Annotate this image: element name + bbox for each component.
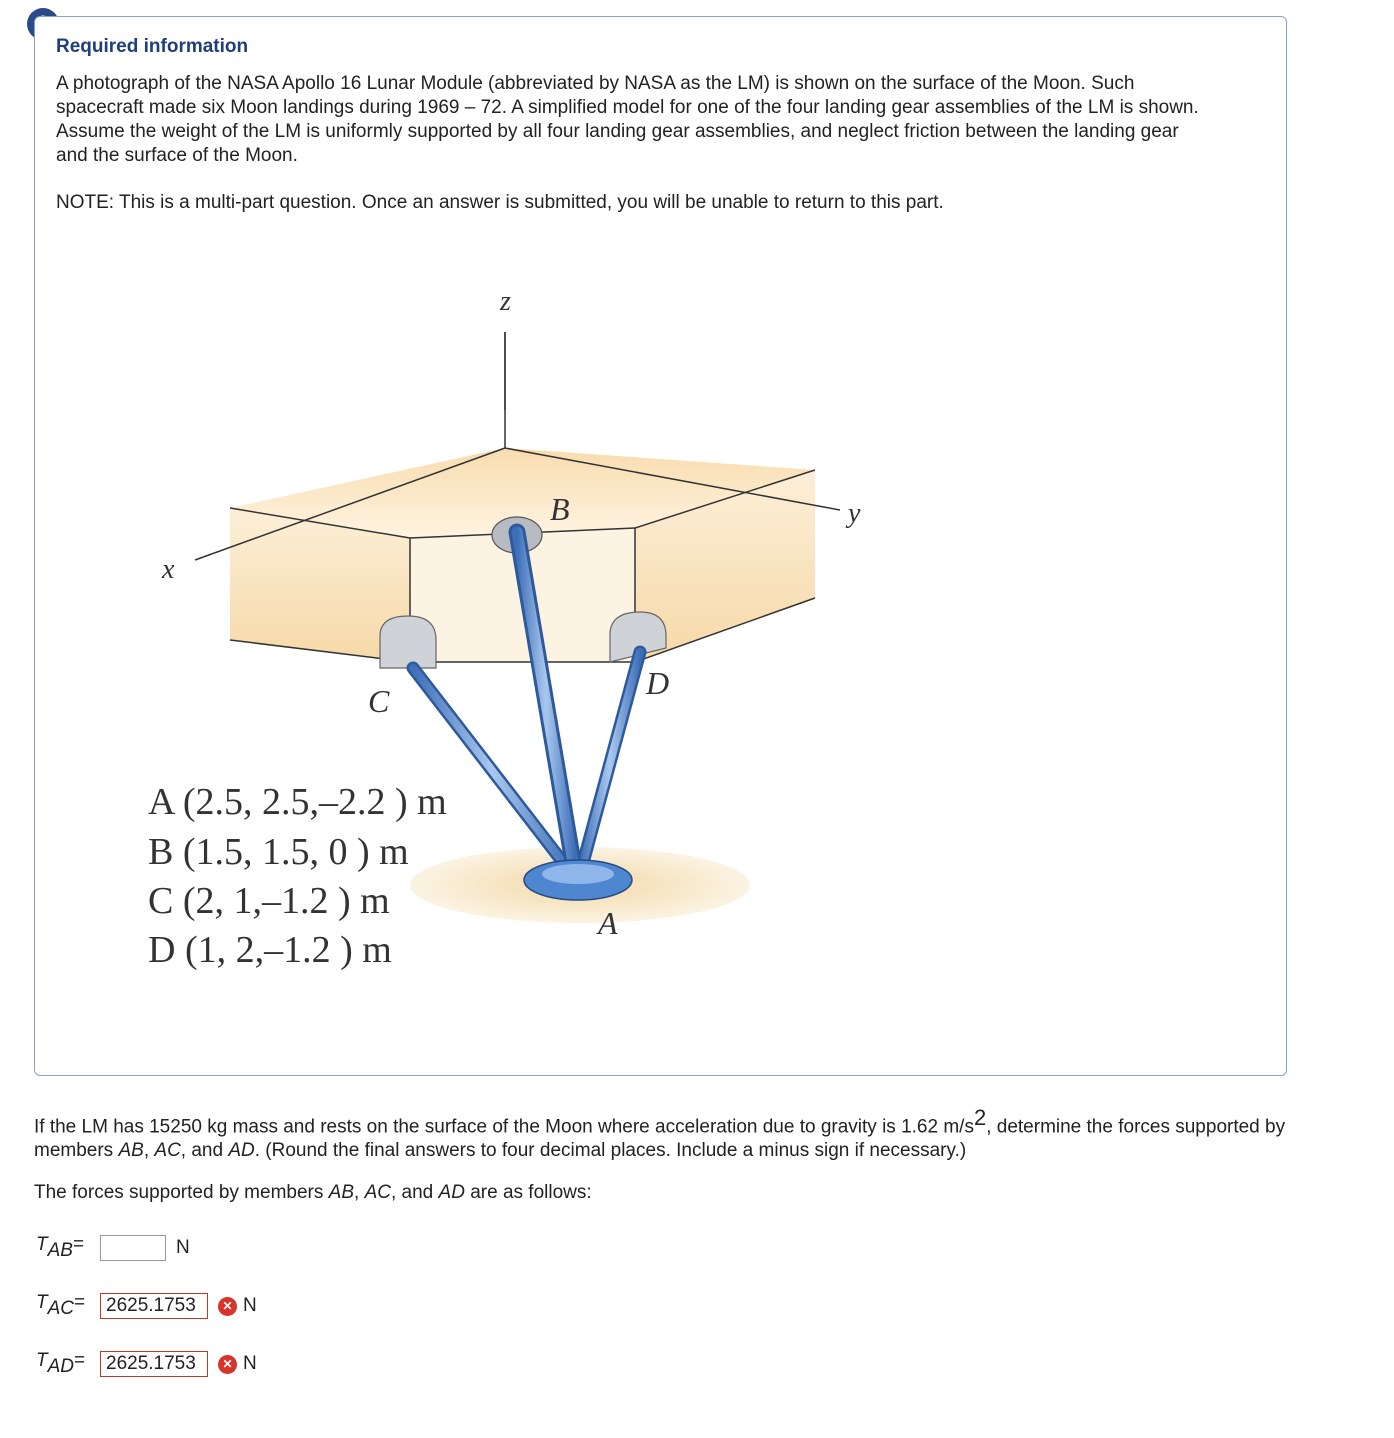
tad-label: $T_{AD}=$ [36, 1350, 86, 1377]
incorrect-icon: ✕ [218, 1297, 237, 1316]
incorrect-icon: ✕ [218, 1355, 237, 1374]
tab-label: $T_{AB}=$ [36, 1234, 85, 1261]
point-a-label: A [598, 905, 618, 941]
z-axis-label: z [500, 286, 511, 317]
landing-gear-figure [80, 270, 861, 990]
bracket-c [380, 616, 436, 668]
tab-answer-input[interactable] [100, 1235, 166, 1261]
answer-lead-text: The forces supported by members AB, AC, and AD are as follows: [34, 1182, 592, 1203]
question-text: If the LM has 15250 kg mass and rests on the surface of the Moon where acceleration due to gravity is 1.62 $m/s^2$, determine the forces supported by members AB, AC, and AD. (Round the final answers to four decimal places. Include a minus sign if necessary.) [34, 1105, 1286, 1162]
answer-row-tad [36, 1350, 257, 1378]
coordinate-c: C (2, 1,–1.2 ) m [148, 880, 390, 922]
tab-unit: N [176, 1237, 190, 1258]
required-information-title: Required information [56, 36, 249, 57]
answer-row-tac [36, 1292, 257, 1320]
tad-answer-input[interactable] [100, 1351, 208, 1377]
point-c-label: C [368, 683, 390, 719]
answer-row-tab [36, 1234, 190, 1262]
point-b-label: B [550, 491, 570, 527]
x-axis-label: x [162, 554, 175, 585]
tac-unit: N [243, 1295, 257, 1316]
coordinate-d: D (1, 2,–1.2 ) m [148, 929, 392, 971]
multi-part-note: NOTE: This is a multi-part question. Once an answer is submitted, you will be unable to return to this part. [56, 192, 944, 213]
y-axis-label: y [848, 498, 861, 529]
problem-description: A photograph of the NASA Apollo 16 Lunar Module (abbreviated by NASA as the LM) is shown on the surface of the Moon. Such spacecraft made six Moon landings during 1969 – 72. A simplified model for one of the four landing gear assemblies of the LM is shown. Assume the weight of the LM is uniformly supported by all four landing gear assemblies, and neglect friction between the landing gear and the surface of the Moon. [56, 73, 1199, 166]
coordinate-b: B (1.5, 1.5, 0 ) m [148, 831, 409, 873]
coordinate-a: A (2.5, 2.5,–2.2 ) m [148, 781, 447, 823]
tad-unit: N [243, 1353, 257, 1374]
tac-answer-input[interactable] [100, 1293, 208, 1319]
tac-label: $T_{AC}=$ [36, 1292, 86, 1319]
point-d-label: D [646, 665, 670, 701]
